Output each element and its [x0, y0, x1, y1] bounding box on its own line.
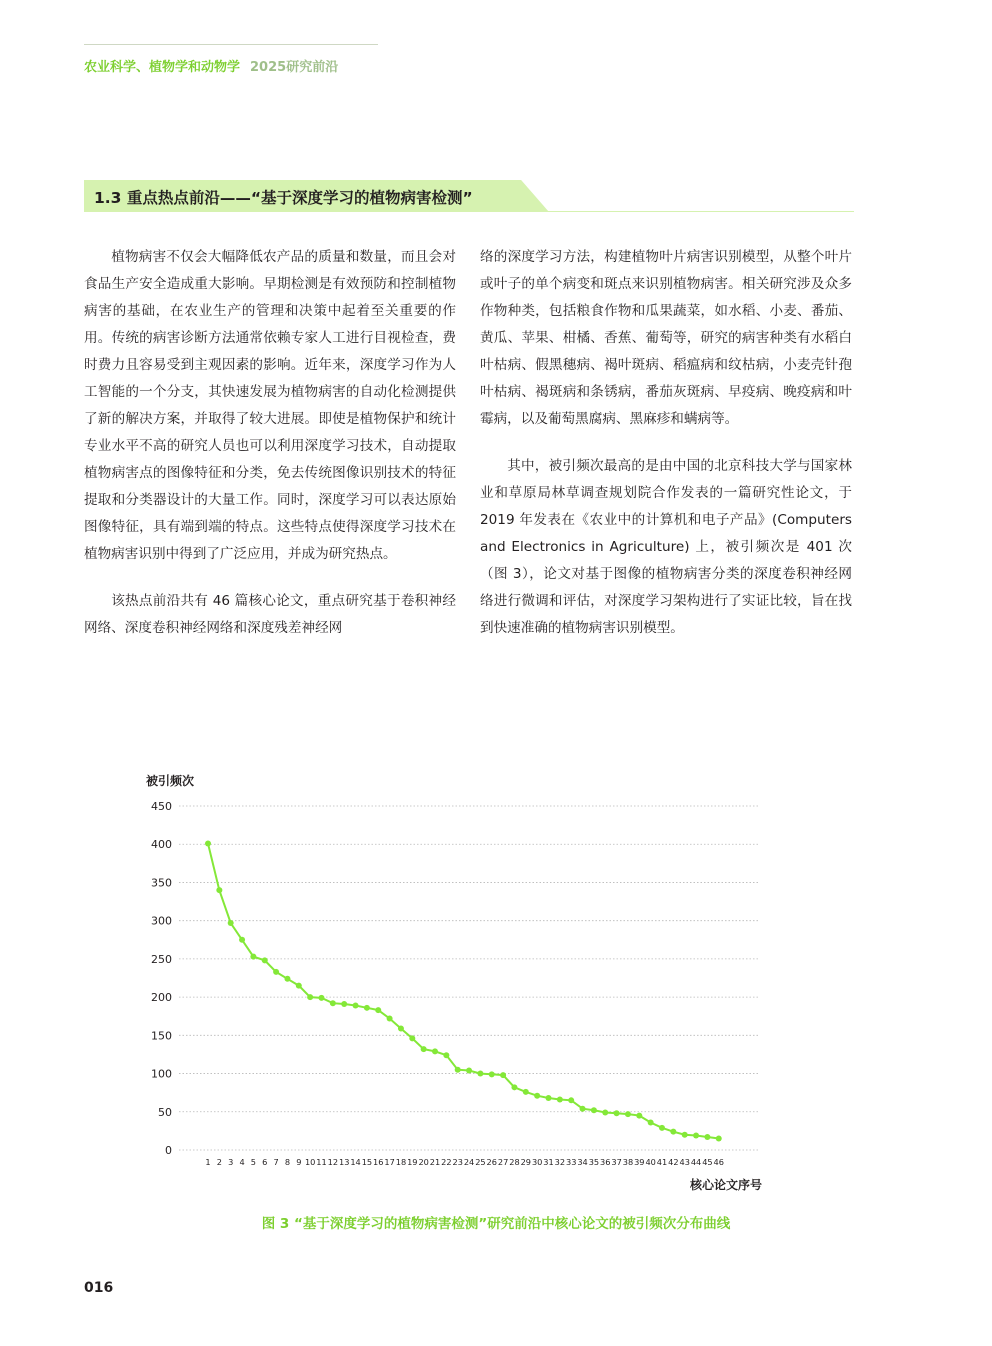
x-tick-label: 26 — [486, 1157, 497, 1167]
x-tick-label: 28 — [509, 1157, 520, 1167]
data-point — [228, 920, 234, 926]
x-tick-label: 14 — [350, 1157, 361, 1167]
data-point — [273, 969, 279, 975]
x-tick-label: 13 — [338, 1157, 350, 1167]
data-point — [341, 1001, 347, 1007]
data-point — [659, 1125, 665, 1131]
x-tick-label: 22 — [441, 1157, 452, 1167]
x-tick-label: 17 — [384, 1157, 395, 1167]
x-tick-label: 6 — [262, 1157, 268, 1167]
x-tick-label: 4 — [239, 1157, 245, 1167]
data-point — [557, 1097, 563, 1103]
data-point — [387, 1016, 393, 1022]
y-tick-label: 450 — [151, 800, 172, 813]
y-tick-label: 150 — [151, 1029, 172, 1043]
data-point — [568, 1097, 574, 1103]
y-tick-label: 350 — [151, 876, 172, 890]
data-point — [319, 995, 325, 1001]
x-tick-label: 10 — [304, 1157, 316, 1167]
data-point — [580, 1106, 586, 1112]
x-tick-label: 20 — [418, 1157, 429, 1167]
header-title: 农业科学、植物学和动物学 — [84, 60, 241, 75]
figure-caption: 图 3 “基于深度学习的植物病害检测”研究前沿中核心论文的被引频次分布曲线 — [261, 1216, 731, 1232]
x-tick-label: 32 — [554, 1157, 566, 1167]
x-tick-label: 9 — [296, 1157, 302, 1167]
paragraph: 其中，被引频次最高的是由中国的北京科技大学与国家林业和草原局林草调查规划院合作发表的一篇研究性论文，于 2019 年发表在《农业中的计算机和电子产品》(Computers and Electronics in Agriculture) 上，被引频次是 401 次（图 3），论文对基于图像的植物病害分类的深度卷积神经网络进行微调和评估，对深度学习架构进行了实证比较，旨在找到快速准确的植物病害识别模型。 — [480, 458, 852, 636]
x-tick-label: 43 — [679, 1157, 690, 1167]
x-tick-label: 38 — [622, 1157, 634, 1167]
x-tick-label: 42 — [668, 1157, 679, 1167]
data-point — [591, 1107, 597, 1113]
y-tick-label: 100 — [151, 1067, 172, 1081]
data-point — [205, 840, 211, 846]
data-point — [455, 1067, 461, 1073]
x-tick-label: 5 — [250, 1157, 257, 1167]
data-point — [477, 1071, 483, 1077]
data-point — [364, 1005, 370, 1011]
data-point — [693, 1132, 699, 1138]
data-point — [682, 1132, 688, 1138]
x-tick-label: 19 — [407, 1157, 418, 1167]
x-tick-label: 41 — [656, 1157, 668, 1167]
page-number: 016 — [84, 1280, 114, 1296]
data-point — [648, 1119, 654, 1125]
data-point — [239, 937, 245, 943]
data-point — [636, 1113, 642, 1119]
header-rule — [84, 44, 378, 45]
data-point — [625, 1111, 631, 1117]
y-tick-label: 300 — [151, 914, 172, 928]
x-tick-label: 44 — [690, 1157, 702, 1167]
paragraph-continued: 络的深度学习方法，构建植物叶片病害识别模型，从整个叶片或叶子的单个病变和斑点来识别植物病害。相关研究涉及众多作物种类，包括粮食作物和瓜果蔬菜，如水稻、小麦、番茄、黄瓜、苹果、柑橘、香蕉、葡萄等，研究的病害种类有水稻白叶枯病、假黑穗病、褐叶斑病、稻瘟病和纹枯病，小麦壳针孢叶枯病、褐斑病和条锈病，番茄灰斑病、早疫病、晚疫病和叶霉病，以及葡萄黑腐病、黑麻疹和螨病等。 — [480, 249, 852, 427]
series-line — [208, 844, 719, 1139]
data-point — [443, 1052, 449, 1058]
x-tick-label: 1 — [205, 1157, 211, 1167]
y-axis-label: 被引频次 — [146, 774, 195, 788]
y-tick-label: 200 — [151, 991, 172, 1005]
data-point — [262, 957, 268, 963]
x-tick-label: 15 — [361, 1157, 373, 1167]
data-point — [409, 1035, 415, 1041]
x-tick-label: 21 — [429, 1157, 441, 1167]
data-point — [398, 1025, 404, 1031]
y-tick-label: 400 — [151, 838, 172, 852]
x-tick-label: 46 — [713, 1157, 724, 1167]
data-point — [216, 887, 222, 893]
x-tick-label: 7 — [273, 1157, 279, 1167]
x-tick-label: 16 — [373, 1157, 384, 1167]
data-point — [353, 1003, 359, 1009]
x-tick-label: 8 — [284, 1157, 291, 1167]
data-point — [602, 1110, 608, 1116]
data-point — [614, 1110, 620, 1116]
x-tick-label: 39 — [634, 1157, 645, 1167]
y-tick-label: 50 — [158, 1105, 172, 1119]
body-column-right — [480, 244, 852, 662]
x-tick-label: 33 — [565, 1157, 577, 1167]
section-title: 1.3 重点热点前沿——“基于深度学习的植物病害检测” — [94, 189, 473, 207]
x-tick-label: 3 — [228, 1157, 234, 1167]
data-point — [284, 976, 290, 982]
data-point — [534, 1093, 540, 1099]
data-point — [421, 1046, 427, 1052]
x-tick-label: 31 — [543, 1157, 554, 1167]
data-point — [296, 983, 302, 989]
data-point — [523, 1089, 529, 1095]
chart-svg — [140, 770, 780, 1200]
x-tick-label: 35 — [588, 1157, 600, 1167]
x-tick-label: 25 — [475, 1157, 486, 1167]
y-tick-label: 250 — [151, 952, 172, 966]
x-tick-label: 45 — [702, 1157, 713, 1167]
data-point — [546, 1095, 552, 1101]
data-point — [670, 1129, 676, 1135]
y-tick-label: 0 — [165, 1144, 172, 1157]
x-tick-label: 40 — [645, 1157, 656, 1167]
x-tick-label: 24 — [463, 1157, 475, 1167]
data-point — [330, 1000, 336, 1006]
data-point — [511, 1084, 517, 1090]
section-heading-underline — [84, 211, 854, 212]
x-tick-label: 12 — [327, 1157, 339, 1167]
x-axis-label: 核心论文序号 — [689, 1178, 762, 1192]
x-tick-label: 30 — [531, 1157, 543, 1167]
header-subtitle: 2025研究前沿 — [250, 60, 339, 75]
section-heading-bar — [84, 180, 854, 212]
x-tick-label: 18 — [395, 1157, 407, 1167]
running-header — [84, 56, 338, 75]
x-tick-label: 27 — [497, 1157, 509, 1167]
x-tick-label: 2 — [216, 1157, 222, 1167]
x-tick-label: 37 — [611, 1157, 622, 1167]
data-point — [704, 1134, 710, 1140]
data-point — [500, 1072, 506, 1078]
x-tick-label: 23 — [452, 1157, 463, 1167]
data-point — [432, 1048, 438, 1054]
body-column-left — [84, 244, 456, 662]
data-point — [250, 954, 256, 960]
data-point — [489, 1071, 495, 1077]
paragraph: 植物病害不仅会大幅降低农产品的质量和数量，而且会对食品生产安全造成重大影响。早期检测是有效预防和控制植物病害的基础，在农业生产的管理和决策中起着至关重要的作用。传统的病害诊断方法通常依赖专家人工进行目视检查，费时费力且容易受到主观因素的影响。近年来，深度学习作为人工智能的一个分支，其快速发展为植物病害的自动化检测提供了新的解决方案，并取得了较大进展。即使是植物保护和统计专业水平不高的研究人员也可以利用深度学习技术，自动提取植物病害点的图像特征和分类，免去传统图像识别技术的特征提取和分类器设计的大量工作。同时，深度学习可以表达原始图像特征，具有端到端的特点。这些特点使得深度学习技术在植物病害识别中得到了广泛应用，并成为研究热点。 — [84, 249, 456, 562]
data-point — [307, 994, 313, 1000]
x-tick-label: 11 — [316, 1157, 327, 1167]
data-point — [375, 1007, 381, 1013]
x-tick-label: 29 — [520, 1157, 532, 1167]
data-point — [716, 1136, 722, 1142]
x-tick-label: 36 — [600, 1157, 611, 1167]
paragraph: 该热点前沿共有 46 篇核心论文，重点研究基于卷积神经网络、深度卷积神经网络和深度残差神经网 — [84, 593, 456, 636]
x-tick-label: 34 — [577, 1157, 588, 1167]
citation-chart — [140, 770, 780, 1200]
data-point — [466, 1067, 472, 1073]
